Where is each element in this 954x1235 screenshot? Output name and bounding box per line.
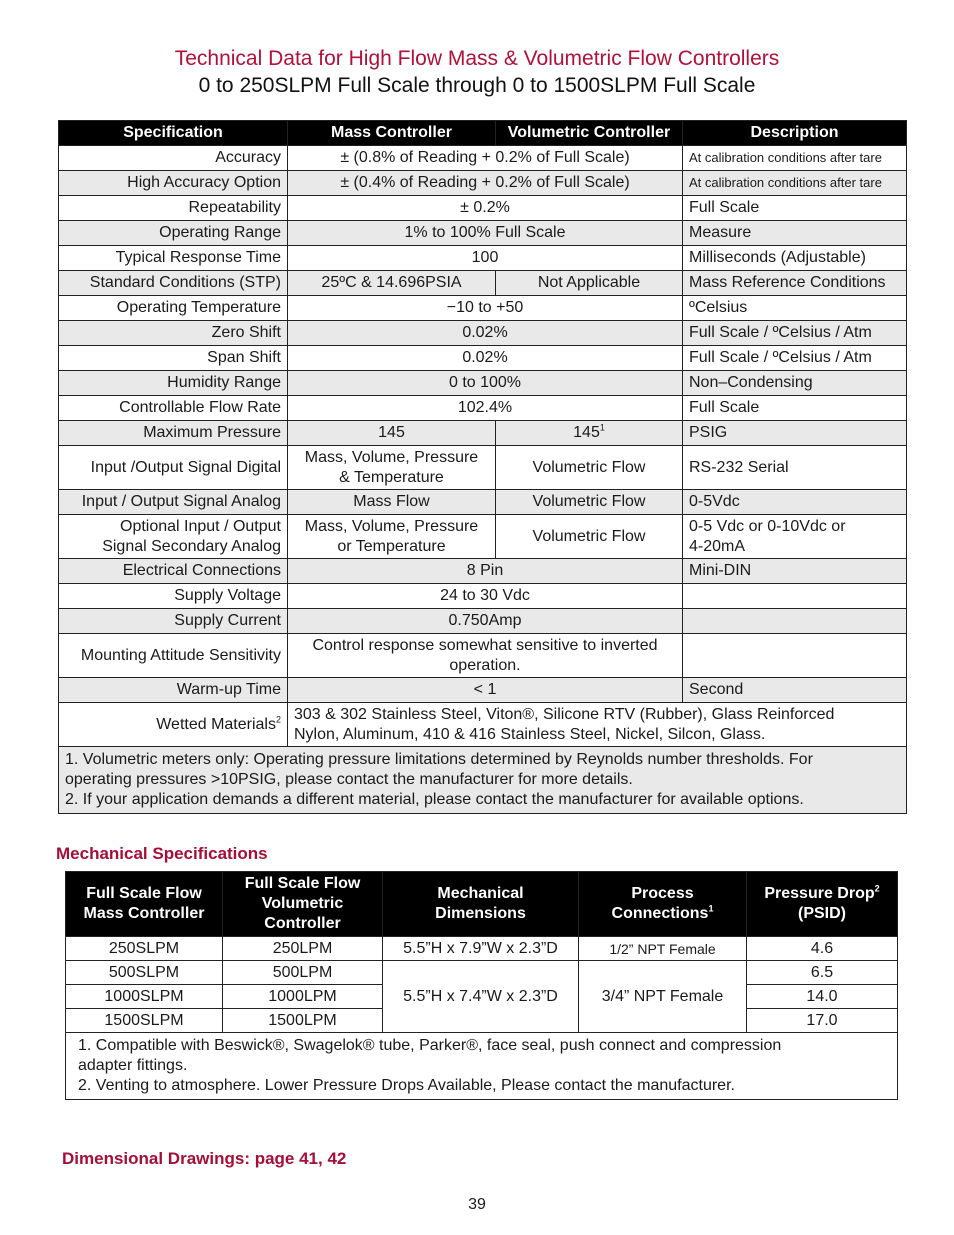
spec-value-line: Mass, Volume, Pressure [304,448,479,466]
col-header-pressure-drop [747,872,898,937]
spec-description-line: 0-5 Vdc or 0-10Vdc or [689,517,846,535]
spec-label-line: Signal Secondary Analog [102,537,281,555]
spec-value-text: 145 [573,424,600,441]
header-line: (PSID) [798,905,846,922]
table-row [59,246,907,271]
table-row [59,703,907,747]
pressure-drop-cell: 6.5 [747,961,898,985]
header-line: Mechanical [437,885,524,902]
header-line: Mass Controller [83,905,205,922]
pressure-drop-cell: 17.0 [747,1009,898,1033]
spec-label: Span Shift [59,346,288,371]
col-header-connections [579,872,747,937]
header-line: Controller [264,915,341,932]
col-header-mass-flow [66,872,223,937]
spec-label: Operating Range [59,221,288,246]
page-subtitle: 0 to 250SLPM Full Scale through 0 to 1500SLPM Full Scale [198,74,756,97]
note-line: 2. If your application demands a different material, please contact the manufacturer for available options. [65,791,804,808]
table-row [59,196,907,221]
table-row [59,346,907,371]
table-row [59,584,907,609]
footnote-marker: 2 [874,883,880,894]
spec-label: Warm-up Time [59,678,288,703]
spec-description: Mass Reference Conditions [683,271,907,296]
spec-description: Milliseconds (Adjustable) [683,246,907,271]
table-row [59,678,907,703]
spec-value-mass: 145 [288,421,496,446]
spec-value-mass: 25ºC & 14.696PSIA [288,271,496,296]
header-line: Volumetric [261,895,344,912]
spec-label: Controllable Flow Rate [59,396,288,421]
table-row [59,609,907,634]
col-header-description: Description [683,121,907,146]
spec-value-volumetric: Volumetric Flow [496,490,683,515]
spec-value-mass [288,446,496,490]
table-row [59,634,907,678]
spec-label-text: Wetted Materials [156,715,276,733]
spec-value-volumetric: Volumetric Flow [496,446,683,490]
mass-flow-cell: 1000SLPM [66,985,223,1009]
table-row [59,296,907,321]
spec-value [288,703,907,747]
spec-label: Electrical Connections [59,559,288,584]
spec-value: 0.750Amp [288,609,683,634]
spec-value-line: & Temperature [339,468,444,486]
note-line: 1. Volumetric meters only: Operating pressure limitations determined by Reynolds number thresholds. For [65,751,813,768]
note-line: adapter fittings. [78,1057,188,1074]
header-line: Connections [611,905,709,922]
spec-value-mass [288,515,496,559]
spec-value-line: Mass, Volume, Pressure [304,517,479,535]
header-line: Full Scale Flow [244,875,361,892]
spec-description [683,515,907,559]
connections-cell: 1/2” NPT Female [579,937,747,961]
mechanical-header-row [66,872,898,937]
header-line: Process [631,885,694,902]
volumetric-flow-cell: 500LPM [223,961,383,985]
spec-label: Input / Output Signal Analog [59,490,288,515]
spec-value: 102.4% [288,396,683,421]
spec-value: 100 [288,246,683,271]
table-row [59,396,907,421]
spec-label: Operating Temperature [59,296,288,321]
mass-flow-cell: 500SLPM [66,961,223,985]
header-line: Full Scale Flow [86,885,202,902]
spec-description: Mini-DIN [683,559,907,584]
spec-value: < 1 [288,678,683,703]
note-line: 1. Compatible with Beswick®, Swagelok® tube, Parker®, face seal, push connect and compression [78,1037,782,1054]
spec-value [288,634,683,678]
spec-description-line: 4-20mA [689,537,746,555]
spec-description: Second [683,678,907,703]
mechanical-heading: Mechanical Specifications [56,844,268,863]
table-row [59,559,907,584]
spec-value-line: 303 & 302 Stainless Steel, Viton®, Silicone RTV (Rubber), Glass Reinforced [294,705,835,723]
volumetric-flow-cell: 1500LPM [223,1009,383,1033]
spec-value: ± 0.2% [288,196,683,221]
table-row [59,446,907,490]
spec-label: Typical Response Time [59,246,288,271]
spec-label: Mounting Attitude Sensitivity [59,634,288,678]
notes-row [59,747,907,814]
spec-description: 0-5Vdc [683,490,907,515]
spec-value: 24 to 30 Vdc [288,584,683,609]
col-header-volumetric-flow [223,872,383,937]
page-title: Technical Data for High Flow Mass & Volumetric Flow Controllers [174,47,780,70]
note-line: 2. Venting to atmosphere. Lower Pressure Drops Available, Please contact the manufacturer. [78,1077,735,1094]
spec-label: Standard Conditions (STP) [59,271,288,296]
spec-label: Repeatability [59,196,288,221]
pressure-drop-cell: 14.0 [747,985,898,1009]
dimensional-drawings-link[interactable]: Dimensional Drawings: page 41, 42 [62,1149,347,1168]
pressure-drop-cell: 4.6 [747,937,898,961]
spec-description: RS-232 Serial [683,446,907,490]
mechanical-notes [66,1033,898,1100]
spec-label: Humidity Range [59,371,288,396]
header-line: Pressure Drop [764,885,875,902]
spec-label: Supply Voltage [59,584,288,609]
spec-header-row [59,121,907,146]
spec-description: PSIG [683,421,907,446]
spec-value: 1% to 100% Full Scale [288,221,683,246]
table-row [59,221,907,246]
table-row [59,146,907,171]
spec-description: Full Scale [683,396,907,421]
page-number: 39 [468,1196,486,1213]
spec-value: −10 to +50 [288,296,683,321]
spec-label: Supply Current [59,609,288,634]
table-row [66,937,898,961]
mechanical-table [65,871,898,1100]
spec-label: Zero Shift [59,321,288,346]
table-row [59,371,907,396]
spec-description: Non–Condensing [683,371,907,396]
volumetric-flow-cell: 1000LPM [223,985,383,1009]
footnote-marker: 1 [599,422,605,433]
spec-description: Full Scale / ºCelsius / Atm [683,321,907,346]
col-header-dimensions [383,872,579,937]
spec-description: Full Scale [683,196,907,221]
footnote-marker: 1 [708,903,714,914]
footnote-marker: 2 [275,714,281,725]
mass-flow-cell: 250SLPM [66,937,223,961]
notes-row [66,1033,898,1100]
dimensions-cell: 5.5”H x 7.9”W x 2.3”D [383,937,579,961]
spec-value-volumetric: Not Applicable [496,271,683,296]
spec-label: High Accuracy Option [59,171,288,196]
col-header-specification: Specification [59,121,288,146]
spec-value: ± (0.4% of Reading + 0.2% of Full Scale) [288,171,683,196]
spec-value: 8 Pin [288,559,683,584]
table-row [59,490,907,515]
volumetric-flow-cell: 250LPM [223,937,383,961]
spec-label [59,703,288,747]
spec-value-volumetric [496,421,683,446]
note-line: operating pressures >10PSIG, please contact the manufacturer for more details. [65,771,633,788]
spec-label-line: Optional Input / Output [120,517,281,535]
spec-label: Input /Output Signal Digital [59,446,288,490]
spec-value-mass: Mass Flow [288,490,496,515]
table-row [66,961,898,985]
connections-cell: 3/4” NPT Female [579,961,747,1033]
spec-description: ºCelsius [683,296,907,321]
spec-description: At calibration conditions after tare [683,146,907,171]
spec-label: Accuracy [59,146,288,171]
spec-value-volumetric: Volumetric Flow [496,515,683,559]
col-header-volumetric-controller: Volumetric Controller [496,121,683,146]
table-row [59,321,907,346]
spec-value: 0.02% [288,321,683,346]
spec-description [683,609,907,634]
col-header-mass-controller: Mass Controller [288,121,496,146]
mass-flow-cell: 1500SLPM [66,1009,223,1033]
table-row [59,421,907,446]
spec-value: ± (0.8% of Reading + 0.2% of Full Scale) [288,146,683,171]
spec-description: Measure [683,221,907,246]
spec-label: Maximum Pressure [59,421,288,446]
table-row [59,271,907,296]
spec-value: 0.02% [288,346,683,371]
spec-table [58,120,907,814]
spec-label [59,515,288,559]
spec-value-line: Control response somewhat sensitive to inverted [312,636,658,654]
spec-value-line: or Temperature [337,537,446,555]
table-row [59,171,907,196]
spec-value-line: operation. [449,656,521,674]
header-line: Dimensions [435,905,526,922]
spec-description: Full Scale / ºCelsius / Atm [683,346,907,371]
spec-value: 0 to 100% [288,371,683,396]
table-row [59,515,907,559]
spec-value-line: Nylon, Aluminum, 410 & 416 Stainless Steel, Nickel, Silcon, Glass. [294,725,766,743]
spec-description [683,634,907,678]
spec-notes [59,747,907,814]
spec-description [683,584,907,609]
spec-description: At calibration conditions after tare [683,171,907,196]
dimensions-cell: 5.5”H x 7.4”W x 2.3”D [383,961,579,1033]
